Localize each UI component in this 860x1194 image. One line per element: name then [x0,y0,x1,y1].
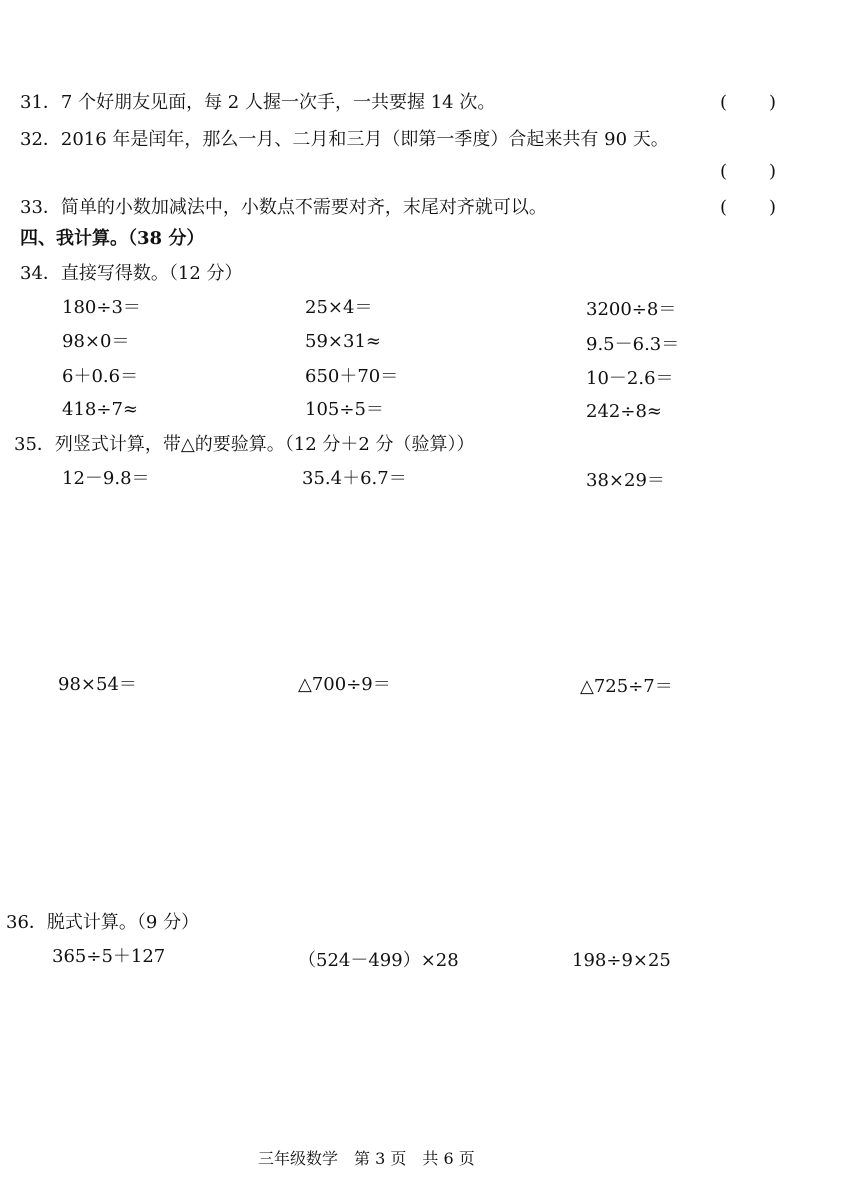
vertical-calc-item: △725÷7＝ [580,676,673,697]
question-32-text: 32．2016 年是闰年，那么一月、二月和三月（即第一季度）合起来共有 90 天。 [20,129,669,150]
page-footer: 三年级数学 第 3 页 共 6 页 [258,1149,475,1168]
mental-math-item: 59×31≈ [305,331,381,352]
mental-math-item: 25×4＝ [305,297,373,318]
vertical-calc-item: 12－9.8＝ [62,468,150,489]
step-calc-item: （524－499）×28 [298,950,459,971]
mental-math-item: 10－2.6＝ [586,368,674,389]
mental-math-item: 105÷5＝ [305,399,384,420]
mental-math-item: 9.5－6.3＝ [586,334,680,355]
question-31-answer-blank[interactable]: ( ) [720,92,779,113]
mental-math-item: 180÷3＝ [62,297,141,318]
section-4-title: 四、我计算。（38 分） [20,228,205,249]
question-33-text: 33．简单的小数加减法中，小数点不需要对齐，末尾对齐就可以。 [20,197,547,218]
question-31-text: 31．7 个好朋友见面，每 2 人握一次手，一共要握 14 次。 [20,92,496,113]
mental-math-item: 3200÷8＝ [586,299,677,320]
mental-math-item: 418÷7≈ [62,399,138,420]
question-35-title: 35．列竖式计算，带△的要验算。（12 分＋2 分（验算）） [14,434,475,455]
mental-math-item: 98×0＝ [62,331,130,352]
vertical-calc-item: 35.4＋6.7＝ [302,468,407,489]
question-36-title: 36．脱式计算。（9 分） [6,912,200,933]
mental-math-item: 650＋70＝ [305,366,399,387]
question-32-answer-blank[interactable]: ( ) [720,161,779,182]
step-calc-item: 198÷9×25 [572,950,671,971]
vertical-calc-item: 38×29＝ [586,470,665,491]
question-34-title: 34．直接写得数。（12 分） [20,263,243,284]
vertical-calc-item: 98×54＝ [58,674,137,695]
step-calc-item: 365÷5＋127 [52,946,166,967]
question-33-answer-blank[interactable]: ( ) [720,197,779,218]
vertical-calc-item: △700÷9＝ [298,674,391,695]
mental-math-item: 6＋0.6＝ [62,366,139,387]
mental-math-item: 242÷8≈ [586,401,662,422]
